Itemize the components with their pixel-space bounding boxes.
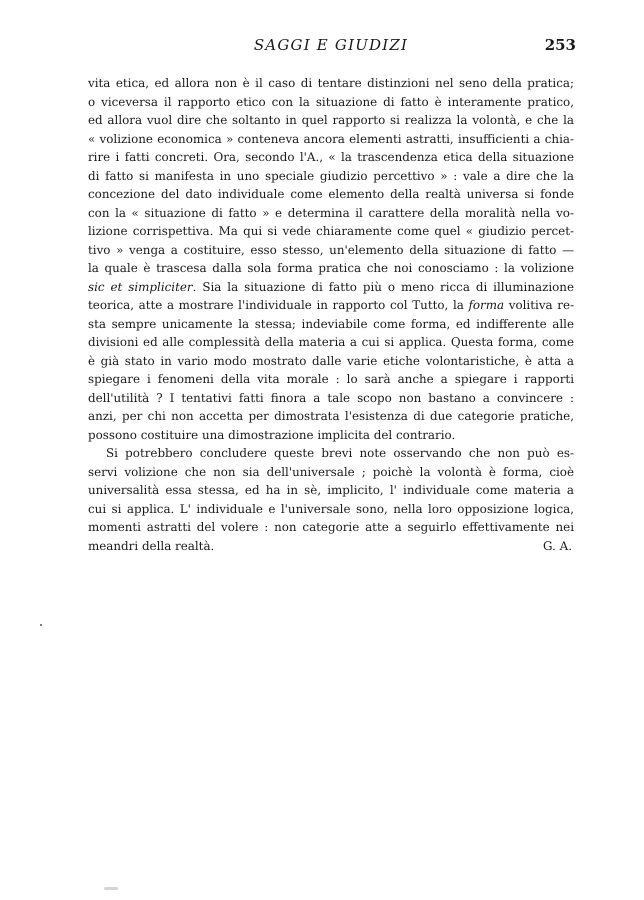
text-line: « volizione economica » conteneva ancora elementi astratti, insufficienti a chia-	[88, 131, 574, 146]
text-line: sta sempre unicamente la stessa; indeviabile come forma, ed indifferente alle	[88, 316, 574, 331]
text-line: vita etica, ed allora non è il caso di tentare distinzioni nel seno della pratica;	[88, 76, 574, 90]
text-line: Si potrebbero concludere queste brevi note osservando che non può es-	[106, 446, 574, 460]
text-line: meandri della realtà.	[88, 538, 215, 553]
text-line: o viceversa il rapporto etico con la situazione di fatto è interamente pratico,	[88, 94, 574, 109]
running-header	[88, 36, 574, 58]
scan-speck	[40, 624, 42, 626]
scan-smudge	[104, 887, 118, 890]
text-line: cui si applica. L' individuale e l'universale sono, nella loro opposizione logica,	[88, 501, 574, 516]
text-line: spiegare i fenomeni della vita morale : lo sarà anche a spiegare i rapporti	[88, 372, 574, 386]
text-line: universalità essa stessa, ed ha in sè, implicito, l' individuale come materia a	[88, 483, 574, 497]
text-line: ed allora vuol dire che soltanto in quel rapporto si realizza la volontà, e che la	[88, 113, 574, 127]
text-line: dell'utilità ? I tentativi fatti finora a tale scopo non bastano a convincere :	[88, 390, 574, 405]
text-line: è già stato in vario modo mostrato dalle varie etiche volontaristiche, è atta a	[88, 353, 574, 368]
text-line: anzi, per chi non accetta per dimostrata l'esistenza di due categorie pratiche,	[88, 409, 574, 423]
text-line: momenti astratti del volere : non categorie atte a seguirlo effettivamente nei	[88, 520, 574, 534]
text-line: la quale è trascesa dalla sola forma pratica che noi conosciamo : la volizione	[88, 261, 574, 275]
closing-line	[88, 537, 574, 556]
text-line: sic et simpliciter. Sia la situazione di fatto più o meno ricca di illuminazione	[88, 279, 574, 294]
text-line: possono costituire una dimostrazione implicita del contrario.	[88, 427, 456, 442]
text-line: tivo » venga a costituire, esso stesso, un'elemento della situazione di fatto —	[88, 242, 574, 257]
body-text	[88, 74, 574, 555]
text-line: servi volizione che non sia dell'universale ; poichè la volontà è forma, cioè	[88, 464, 574, 479]
text-line: lizione corrispettiva. Ma qui si vede chiaramente come quel « giudizio percet-	[88, 224, 574, 238]
text-line: divisioni ed alle complessità della materia a cui si applica. Questa forma, come	[88, 335, 574, 349]
text-line: rire i fatti concreti. Ora, secondo l'A., « la trascendenza etica della situazione	[88, 150, 574, 164]
page-number: 253	[544, 36, 576, 54]
running-title: SAGGI E GIUDIZI	[253, 36, 409, 54]
text-line: con la « situazione di fatto » e determina il carattere della moralità nella vo-	[88, 205, 574, 220]
text-line: teorica, atte a mostrare l'individuale in rapporto col Tutto, la forma volitiva re-	[88, 298, 574, 312]
text-line: concezione del dato individuale come elemento della realtà universa si fonde	[88, 187, 574, 201]
author-initials: G. A.	[542, 538, 572, 553]
text-line: di fatto si manifesta in uno speciale giudizio percettivo » : vale a dire che la	[88, 168, 574, 183]
